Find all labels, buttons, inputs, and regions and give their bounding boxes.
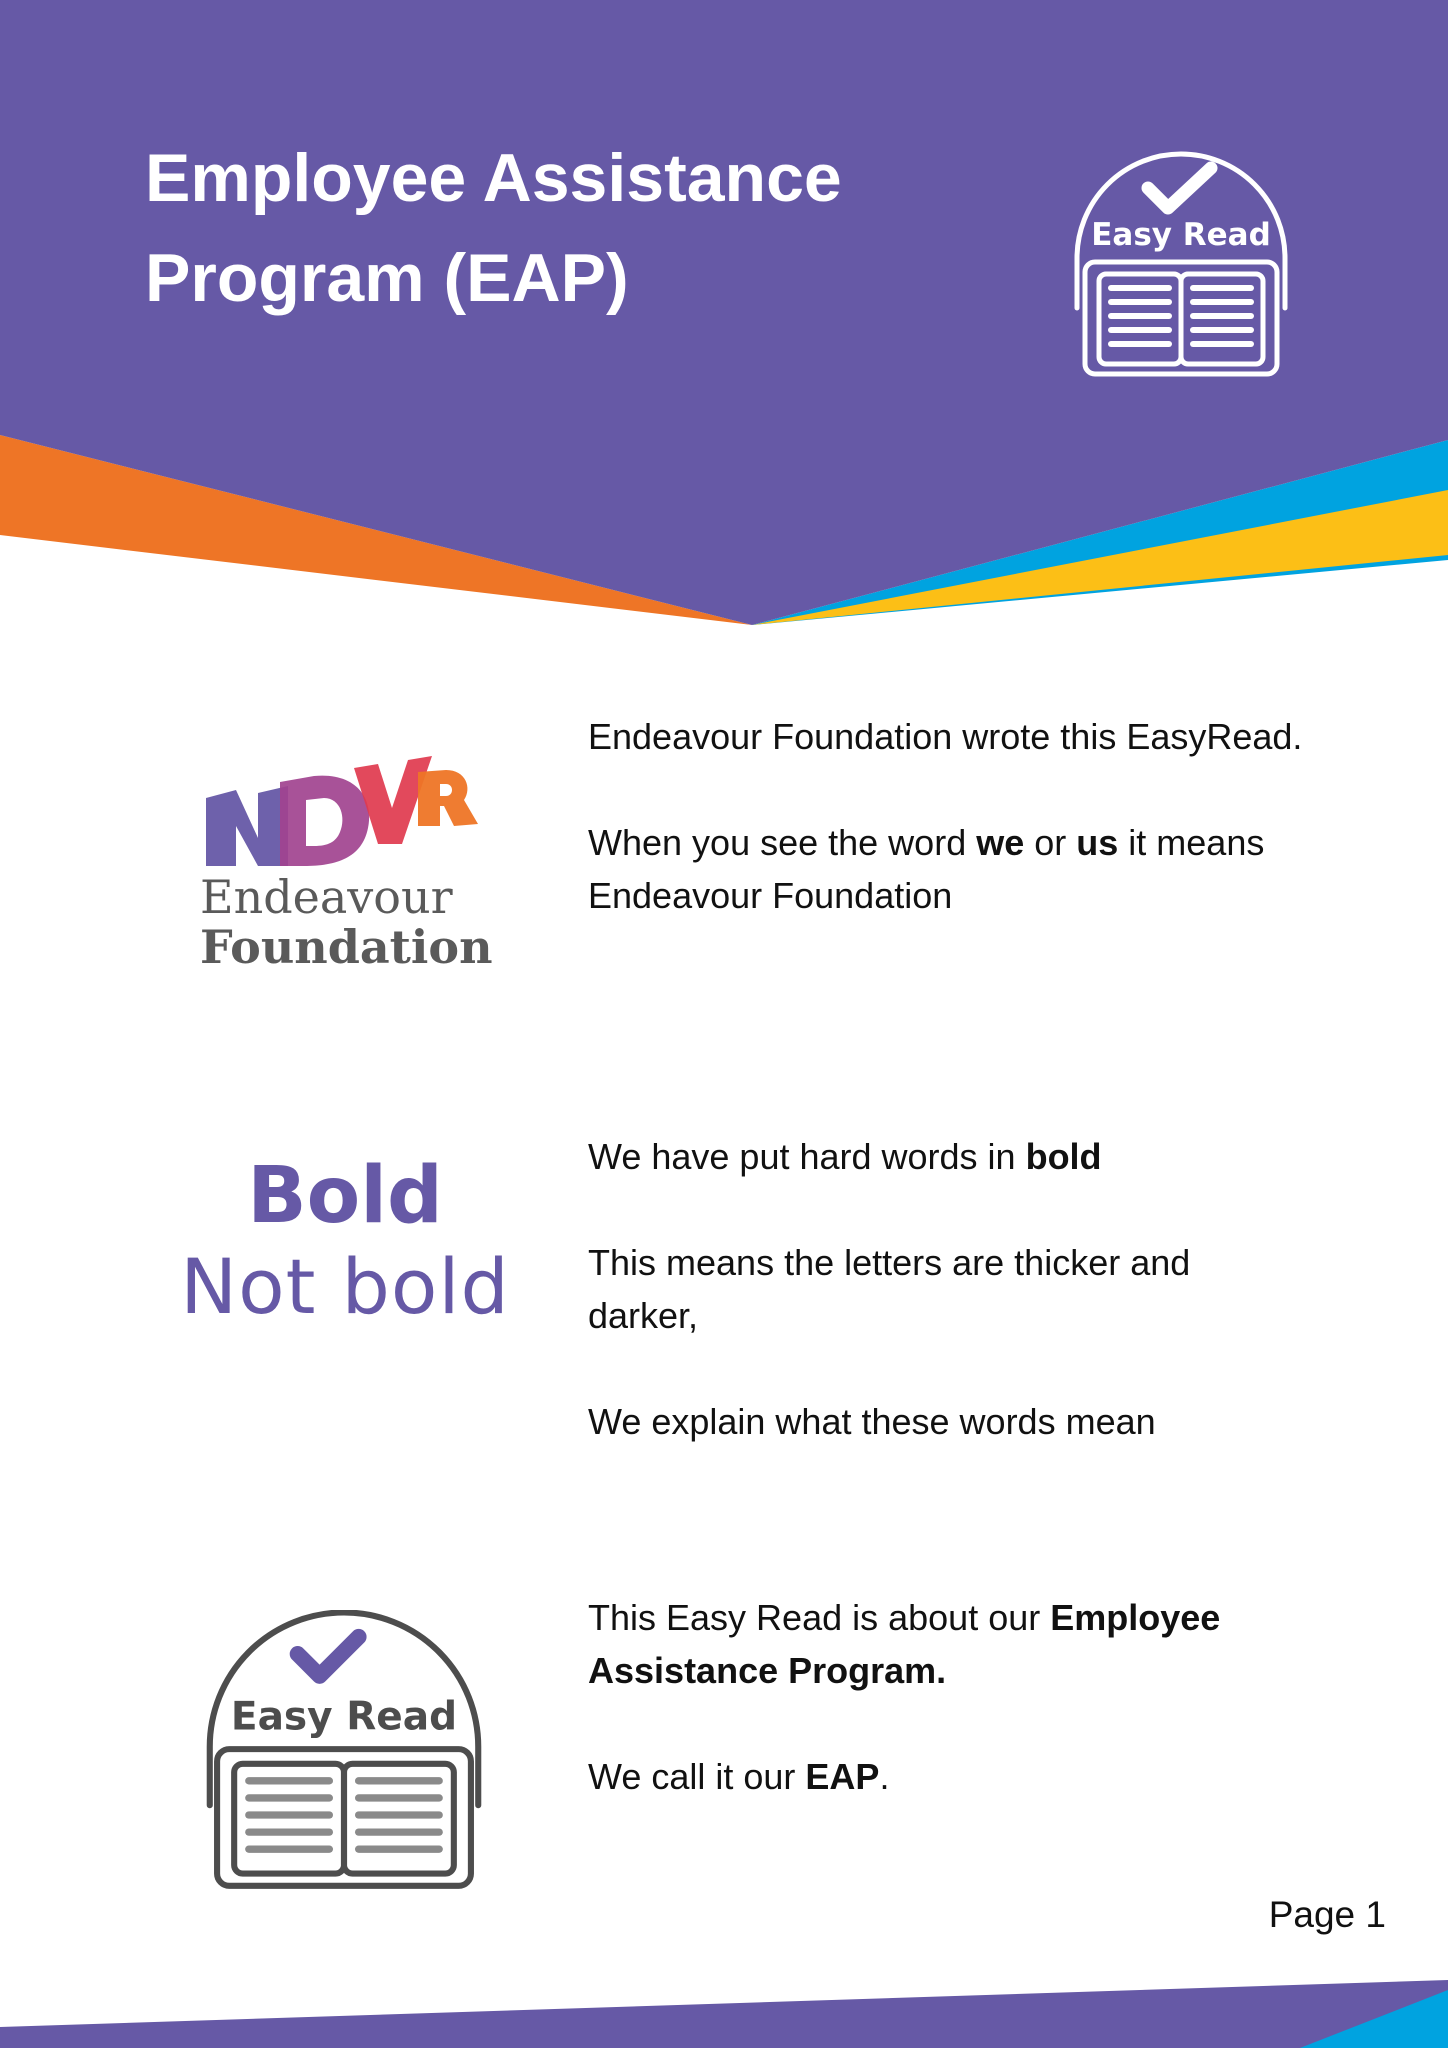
svg-text:Easy Read: Easy Read	[230, 1694, 458, 1740]
not-bold-label: Not bold	[180, 1242, 510, 1331]
svg-text:Easy Read: Easy Read	[1091, 217, 1271, 253]
paragraph: This Easy Read is about our Employee Assistance Program.	[588, 1597, 1221, 1691]
footer-purple-band	[0, 1980, 1448, 2048]
title-line-2: Program (EAP)	[145, 240, 629, 316]
easy-read-book-icon	[1063, 148, 1299, 384]
paragraph: When you see the word we or us it means Endeavour Foundation	[588, 822, 1265, 916]
logo-line-2: Foundation	[200, 920, 493, 974]
paragraph: We have put hard words in bold	[588, 1136, 1102, 1177]
bold-label: Bold	[247, 1151, 443, 1241]
paragraph: We explain what these words mean	[588, 1401, 1156, 1442]
page-number: Page 1	[1268, 1894, 1386, 1935]
section-text-intro	[588, 710, 1308, 922]
section-text-about	[588, 1591, 1308, 1803]
easy-read-book-icon	[200, 1610, 488, 1898]
page-title	[145, 128, 945, 328]
paragraph: We call it our EAP.	[588, 1756, 890, 1797]
bold-example-image	[170, 1150, 520, 1332]
paragraph: This means the letters are thicker and darker,	[588, 1242, 1191, 1336]
logo-line-1: Endeavour	[200, 870, 453, 924]
section-text-bold	[588, 1130, 1308, 1448]
paragraph: Endeavour Foundation wrote this EasyRead.	[588, 716, 1303, 757]
endeavour-foundation-wordmark	[200, 872, 500, 972]
title-line-1: Employee Assistance	[145, 140, 842, 216]
